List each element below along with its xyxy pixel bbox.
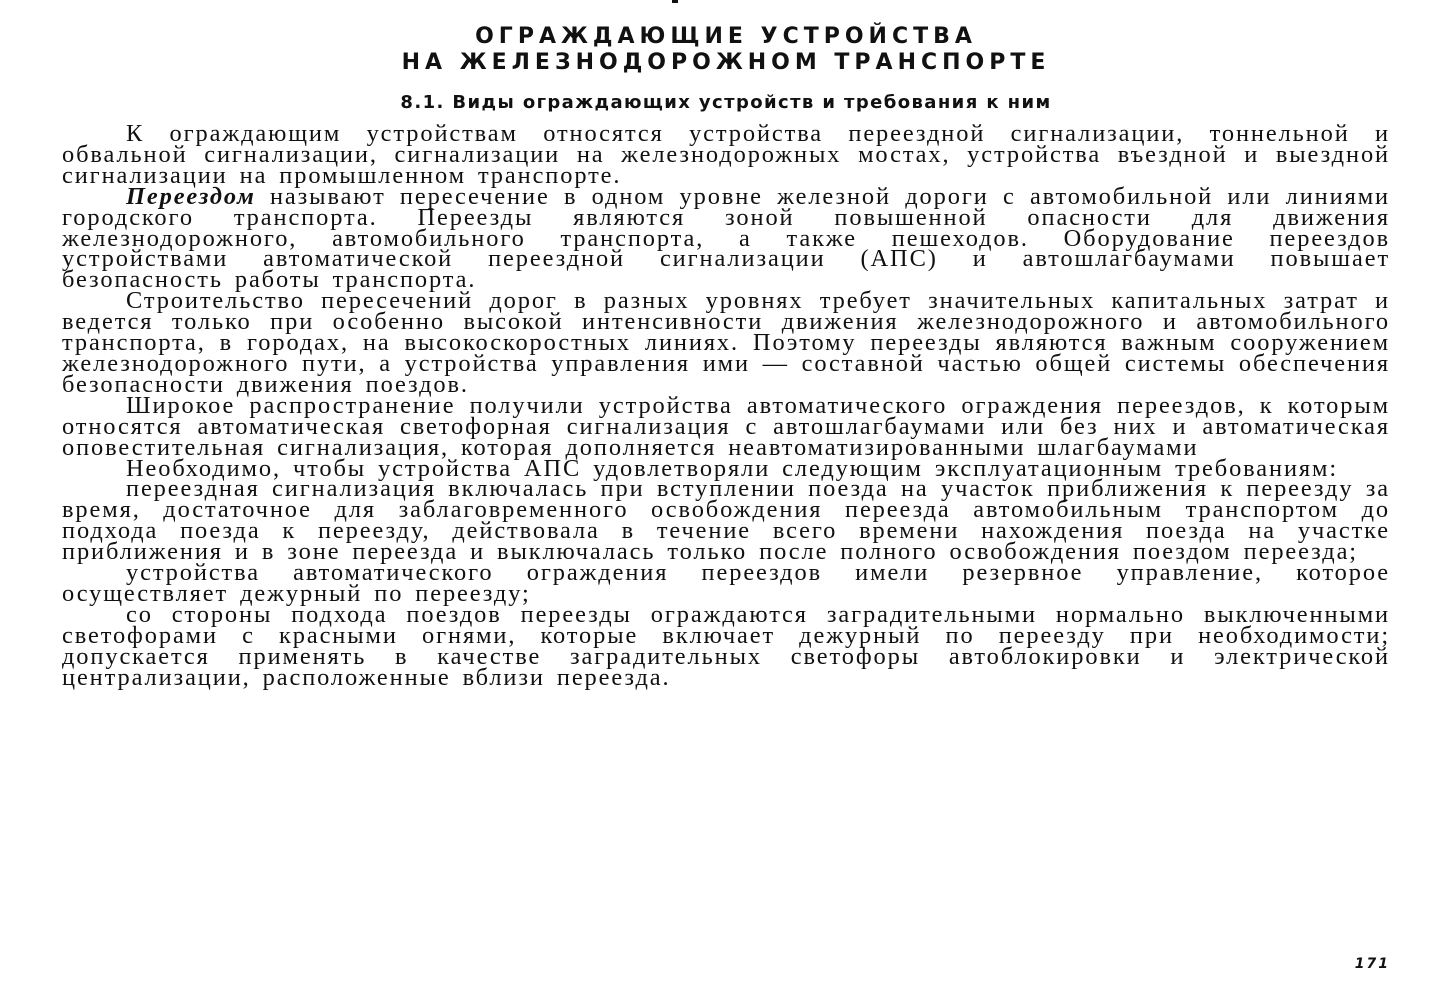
paragraph-6 bbox=[62, 475, 1390, 566]
paragraph-1 bbox=[62, 120, 1390, 189]
paragraph-3 bbox=[62, 287, 1390, 398]
paragraph-lead-term: Переездом bbox=[126, 182, 256, 210]
chapter-title bbox=[62, 24, 1390, 76]
paragraph-text: Широкое распространение получили устройства автоматического ограждения переездов, к которым относятся автоматическая светофорная сигнализация с автошлагбаумами или без них и автоматическая оповестительная сигнализация, которая дополняется неавтоматизированными шлагбаумами bbox=[62, 391, 1390, 461]
paragraph-text: Строительство пересечений дорог в разных уровнях требует значительных капитальных затрат и ведется только при особенно высокой интенсивности движения железнодорожного и автомобильного транспорта, в городах, на высокоскоростных линиях. Поэтому переезды являются важным сооружением железнодорожного пути, а устройства управления ими — составной частью общей системы обеспечения безопасности движения поездов. bbox=[62, 287, 1390, 398]
paragraph-text: переездная сигнализация включалась при вступлении поезда на участок приближения к переезду за время, достаточное для заблаговременного освобождения переезда автомобильным транспортом до подхода поезда к переезду, действовала в течение всего времени нахождения поезда на участке приближения и в зоне переезда и выключалась только после полного освобождения поездом переезда; bbox=[62, 475, 1390, 566]
paragraph-8 bbox=[62, 600, 1390, 691]
paragraph-2 bbox=[62, 182, 1390, 294]
paragraph-4 bbox=[62, 391, 1390, 461]
paragraph-text: называют пересечение в одном уровне железной дороги с автомобильной или линиями городского транспорта. Переезды являются зоной повышенной опасности для движения железнодорожного, автомобильного транспорта, а также пешеходов. Оборудование переездов устройствами автоматической переездной сигнализации (АПС) и автошлагбаумами повышает безопасность работы транспорта. bbox=[62, 182, 1390, 294]
section-title: 8.1. Виды ограждающих устройств и требования к ним bbox=[400, 92, 1052, 113]
book-page bbox=[62, 0, 1390, 981]
chapter-title-line-1: ОГРАЖДАЮЩИЕ УСТРОЙСТВА bbox=[475, 24, 977, 49]
chapter-title-line-2: НА ЖЕЛЕЗНОДОРОЖНОМ ТРАНСПОРТЕ bbox=[401, 50, 1051, 75]
paragraph-text: К ограждающим устройствам относятся устройства переездной сигнализации, тоннельной и обвальной сигнализации, сигнализации на железнодорожных мостах, устройства въездной и выездной сигнализации на промышленном транспорте. bbox=[62, 120, 1390, 189]
paragraph-text: Необходимо, чтобы устройства АПС удовлетворяли следующим эксплуатационным требованиям: bbox=[126, 454, 1339, 482]
page-number: 171 bbox=[1354, 956, 1390, 972]
paragraph-text: со стороны подхода поездов переезды ограждаются заградительными нормально выключенными светофорами с красными огнями, которые включает дежурный по переезду при необходимости; допускается применять в качестве заградительных светофоры автоблокировки и электрической централизации, расположенные вблизи переезда. bbox=[62, 600, 1390, 691]
paragraph-7 bbox=[62, 559, 1390, 607]
paragraph-text: устройства автоматического ограждения переездов имели резервное управление, которое осуществляет дежурный по переезду; bbox=[62, 559, 1390, 607]
body-text bbox=[62, 120, 1390, 691]
